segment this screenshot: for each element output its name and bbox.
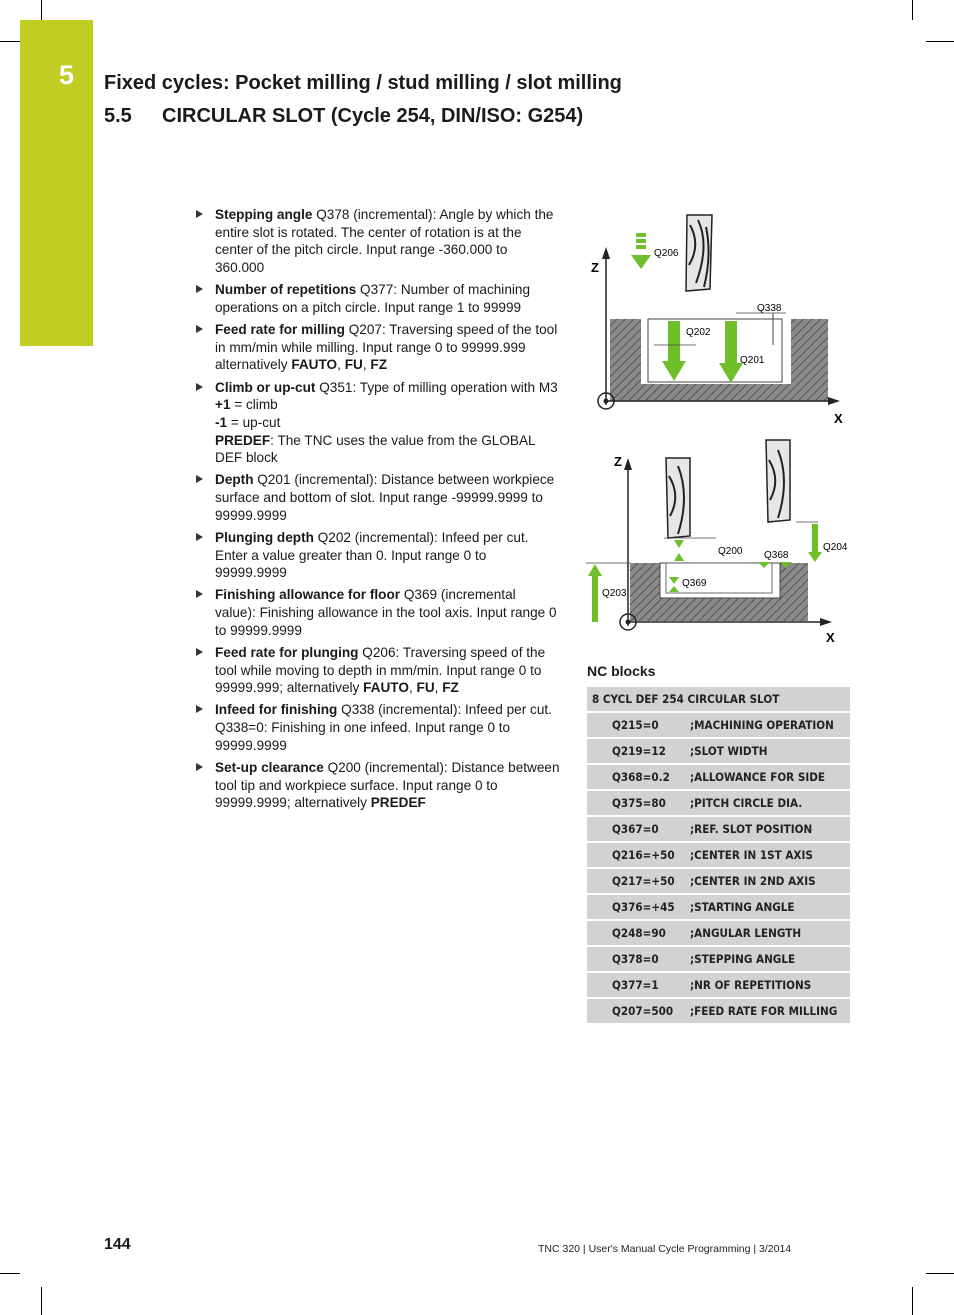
axis-z-label: Z (591, 260, 599, 275)
parameter-description: Q369 (incremental value): Finishing allowance in the tool axis. Input range 0 to 99999.9999 (215, 587, 557, 638)
nc-param: Q376=+45 (587, 894, 686, 920)
option-key: PREDEF (215, 432, 271, 448)
parameter-name: Climb or up-cut (215, 379, 316, 395)
q202-arrow (668, 321, 680, 361)
q204-label: Q204 (823, 542, 848, 553)
nc-comment: ;SLOT WIDTH (686, 738, 850, 764)
parameter-name: Feed rate for plunging (215, 644, 359, 660)
parameter-option: FZ (370, 357, 387, 373)
parameter-option: FAUTO (363, 680, 409, 696)
parameter-name: Set-up clearance (215, 759, 324, 775)
crop-mark (912, 0, 913, 20)
q200-label: Q200 (718, 546, 743, 557)
q369-label: Q369 (682, 578, 707, 589)
figure-slot-depth (586, 205, 850, 430)
parameter-item (194, 206, 560, 277)
chapter-number: 5 (58, 60, 75, 90)
parameter-option: FU (416, 680, 435, 696)
bullet-triangle-icon (196, 475, 203, 483)
bullet-triangle-icon (196, 533, 203, 541)
bullet-triangle-icon (196, 763, 203, 771)
nc-row (587, 998, 850, 1024)
nc-param: Q377=1 (587, 972, 686, 998)
milling-tool-left (666, 458, 690, 538)
nc-row (587, 894, 850, 920)
parameter-option: FU (344, 357, 363, 373)
parameter-name: Stepping angle (215, 207, 313, 222)
option-key: -1 (215, 414, 228, 430)
crop-mark (41, 1287, 42, 1315)
axis-x-label: X (834, 411, 843, 426)
nc-param: Q368=0.2 (587, 764, 686, 790)
nc-row (587, 764, 850, 790)
chapter-title: Fixed cycles: Pocket milling / stud milling / slot milling (104, 72, 622, 94)
crop-mark (41, 0, 42, 20)
axis-z-label: Z (614, 454, 622, 469)
nc-row (587, 842, 850, 868)
parameter-option: PREDEF (370, 795, 426, 811)
option-key: +1 (215, 397, 231, 413)
parameter-description: Q338 (incremental): Infeed per cut. Q338=0: Finishing in one infeed. Input range 0 to 99999.9999 (215, 702, 552, 753)
bullet-triangle-icon (196, 590, 203, 598)
section-number: 5.5 (104, 105, 132, 127)
nc-comment: ;NR OF REPETITIONS (686, 972, 850, 998)
q206-label: Q206 (654, 248, 679, 259)
parameter-item (194, 701, 560, 754)
q203-label: Q203 (602, 588, 627, 599)
nc-param: Q248=90 (587, 920, 686, 946)
parameter-option-line (215, 414, 560, 432)
nc-param: Q367=0 (587, 816, 686, 842)
crop-mark (912, 1287, 913, 1315)
crop-mark (0, 41, 20, 42)
nc-blocks-title: NC blocks (587, 663, 656, 679)
nc-comment: ;STEPPING ANGLE (686, 946, 850, 972)
parameter-item (194, 281, 560, 316)
crop-mark (0, 1273, 20, 1274)
crop-mark (926, 1273, 954, 1274)
parameter-name: Plunging depth (215, 529, 314, 545)
nc-header: 8 CYCL DEF 254 CIRCULAR SLOT (587, 687, 850, 712)
q206-arrow (631, 255, 651, 269)
figure-slot-clearance (586, 436, 850, 651)
parameter-item: Feed rate for milling Q207: Traversing speed of the tool in mm/min while milling. Input range 0 to 99999.999 alternatively FAUTO, FU, FZ (194, 321, 560, 374)
nc-param: Q217=+50 (587, 868, 686, 894)
page-number: 144 (104, 1236, 131, 1253)
parameter-item (194, 586, 560, 639)
parameter-name: Finishing allowance for floor (215, 587, 401, 603)
nc-row (587, 972, 850, 998)
parameter-description: Q206: Traversing speed of the tool while moving to depth in mm/min. Input range 0 to 99999.999; alternatively (215, 644, 546, 696)
parameter-name: Depth (215, 472, 254, 488)
q202-label: Q202 (686, 327, 711, 338)
parameter-option-line (215, 432, 560, 467)
section-title-text: CIRCULAR SLOT (Cycle 254, DIN/ISO: G254) (162, 105, 584, 127)
parameter-description: Q377: Number of machining operations on a pitch circle. Input range 1 to 99999 (215, 282, 531, 315)
parameter-item: Feed rate for plunging Q206: Traversing speed of the tool while moving to depth in mm/min. Input range 0 to 99999.999; alternatively FAUTO, FU, FZ (194, 644, 560, 697)
parameter-description: Q202 (incremental): Infeed per cut. Enter a value greater than 0. Input range 0 to 99999.9999 (215, 529, 529, 581)
nc-param: Q216=+50 (587, 842, 686, 868)
axis-x-label: X (826, 630, 835, 645)
parameter-name: Number of repetitions (215, 282, 357, 298)
parameter-name: Feed rate for milling (215, 322, 345, 337)
parameter-item (194, 759, 560, 812)
parameter-item (194, 471, 560, 524)
nc-row (587, 790, 850, 816)
q338-label: Q338 (757, 303, 782, 314)
nc-blocks-table (587, 687, 850, 1025)
nc-param: Q375=80 (587, 790, 686, 816)
nc-param: Q219=12 (587, 738, 686, 764)
nc-row (587, 946, 850, 972)
section-title (104, 105, 583, 128)
bullet-triangle-icon (196, 285, 203, 293)
parameter-description: Q207: Traversing speed of the tool in mm/min while milling. Input range 0 to 99999.999 alternatively (215, 322, 558, 373)
nc-row (587, 738, 850, 764)
nc-comment: ;CENTER IN 1ST AXIS (686, 842, 850, 868)
parameter-list (194, 206, 560, 816)
nc-param: Q378=0 (587, 946, 686, 972)
footer-text: TNC 320 | User's Manual Cycle Programming | 3/2014 (538, 1243, 792, 1255)
q368-label: Q368 (764, 550, 789, 561)
option-value: = up-cut (227, 414, 281, 430)
parameter-option-line (215, 396, 560, 414)
nc-comment: ;MACHINING OPERATION (686, 712, 850, 738)
nc-comment: ;STARTING ANGLE (686, 894, 850, 920)
parameter-description: Q378 (incremental): Angle by which the entire slot is rotated. The center of rotation is at the center of the pitch circle. Input range -360.000 to 360.000 (215, 207, 554, 276)
nc-row (587, 816, 850, 842)
nc-row (587, 868, 850, 894)
nc-comment: ;ALLOWANCE FOR SIDE (686, 764, 850, 790)
q201-arrow (725, 321, 737, 363)
bullet-triangle-icon (196, 325, 203, 333)
bullet-triangle-icon (196, 705, 203, 713)
option-value: = climb (230, 397, 278, 413)
parameter-option: FAUTO (291, 357, 338, 373)
q203-arrow (592, 572, 598, 622)
nc-row (587, 712, 850, 738)
bullet-triangle-icon (196, 383, 203, 391)
q201-label: Q201 (740, 355, 765, 366)
crop-mark (926, 41, 954, 42)
q200-arrow (674, 540, 684, 548)
parameter-description: Q201 (incremental): Distance between workpiece surface and bottom of slot. Input range -99999.9999 to 99999.9999 (215, 472, 555, 523)
nc-comment: ;FEED RATE FOR MILLING (686, 998, 850, 1024)
parameter-description: Q200 (incremental): Distance between tool tip and workpiece surface. Input range 0 to 99999.9999; alternatively (215, 759, 560, 811)
parameter-name: Infeed for finishing (215, 702, 338, 718)
q204-arrow (812, 524, 818, 552)
nc-row (587, 920, 850, 946)
nc-comment: ;CENTER IN 2ND AXIS (686, 868, 850, 894)
parameter-option: FZ (442, 680, 459, 696)
nc-comment: ;REF. SLOT POSITION (686, 816, 850, 842)
parameter-item (194, 379, 560, 468)
nc-param: Q215=0 (587, 712, 686, 738)
nc-comment: ;ANGULAR LENGTH (686, 920, 850, 946)
parameter-description: Q351: Type of milling operation with M3 (315, 379, 558, 395)
nc-param: Q207=500 (587, 998, 686, 1024)
bullet-triangle-icon (196, 210, 203, 218)
nc-comment: ;PITCH CIRCLE DIA. (686, 790, 850, 816)
nc-header-row (587, 687, 850, 712)
parameter-item (194, 529, 560, 582)
bullet-triangle-icon (196, 648, 203, 656)
option-value: : The TNC uses the value from the GLOBAL DEF block (215, 432, 536, 466)
